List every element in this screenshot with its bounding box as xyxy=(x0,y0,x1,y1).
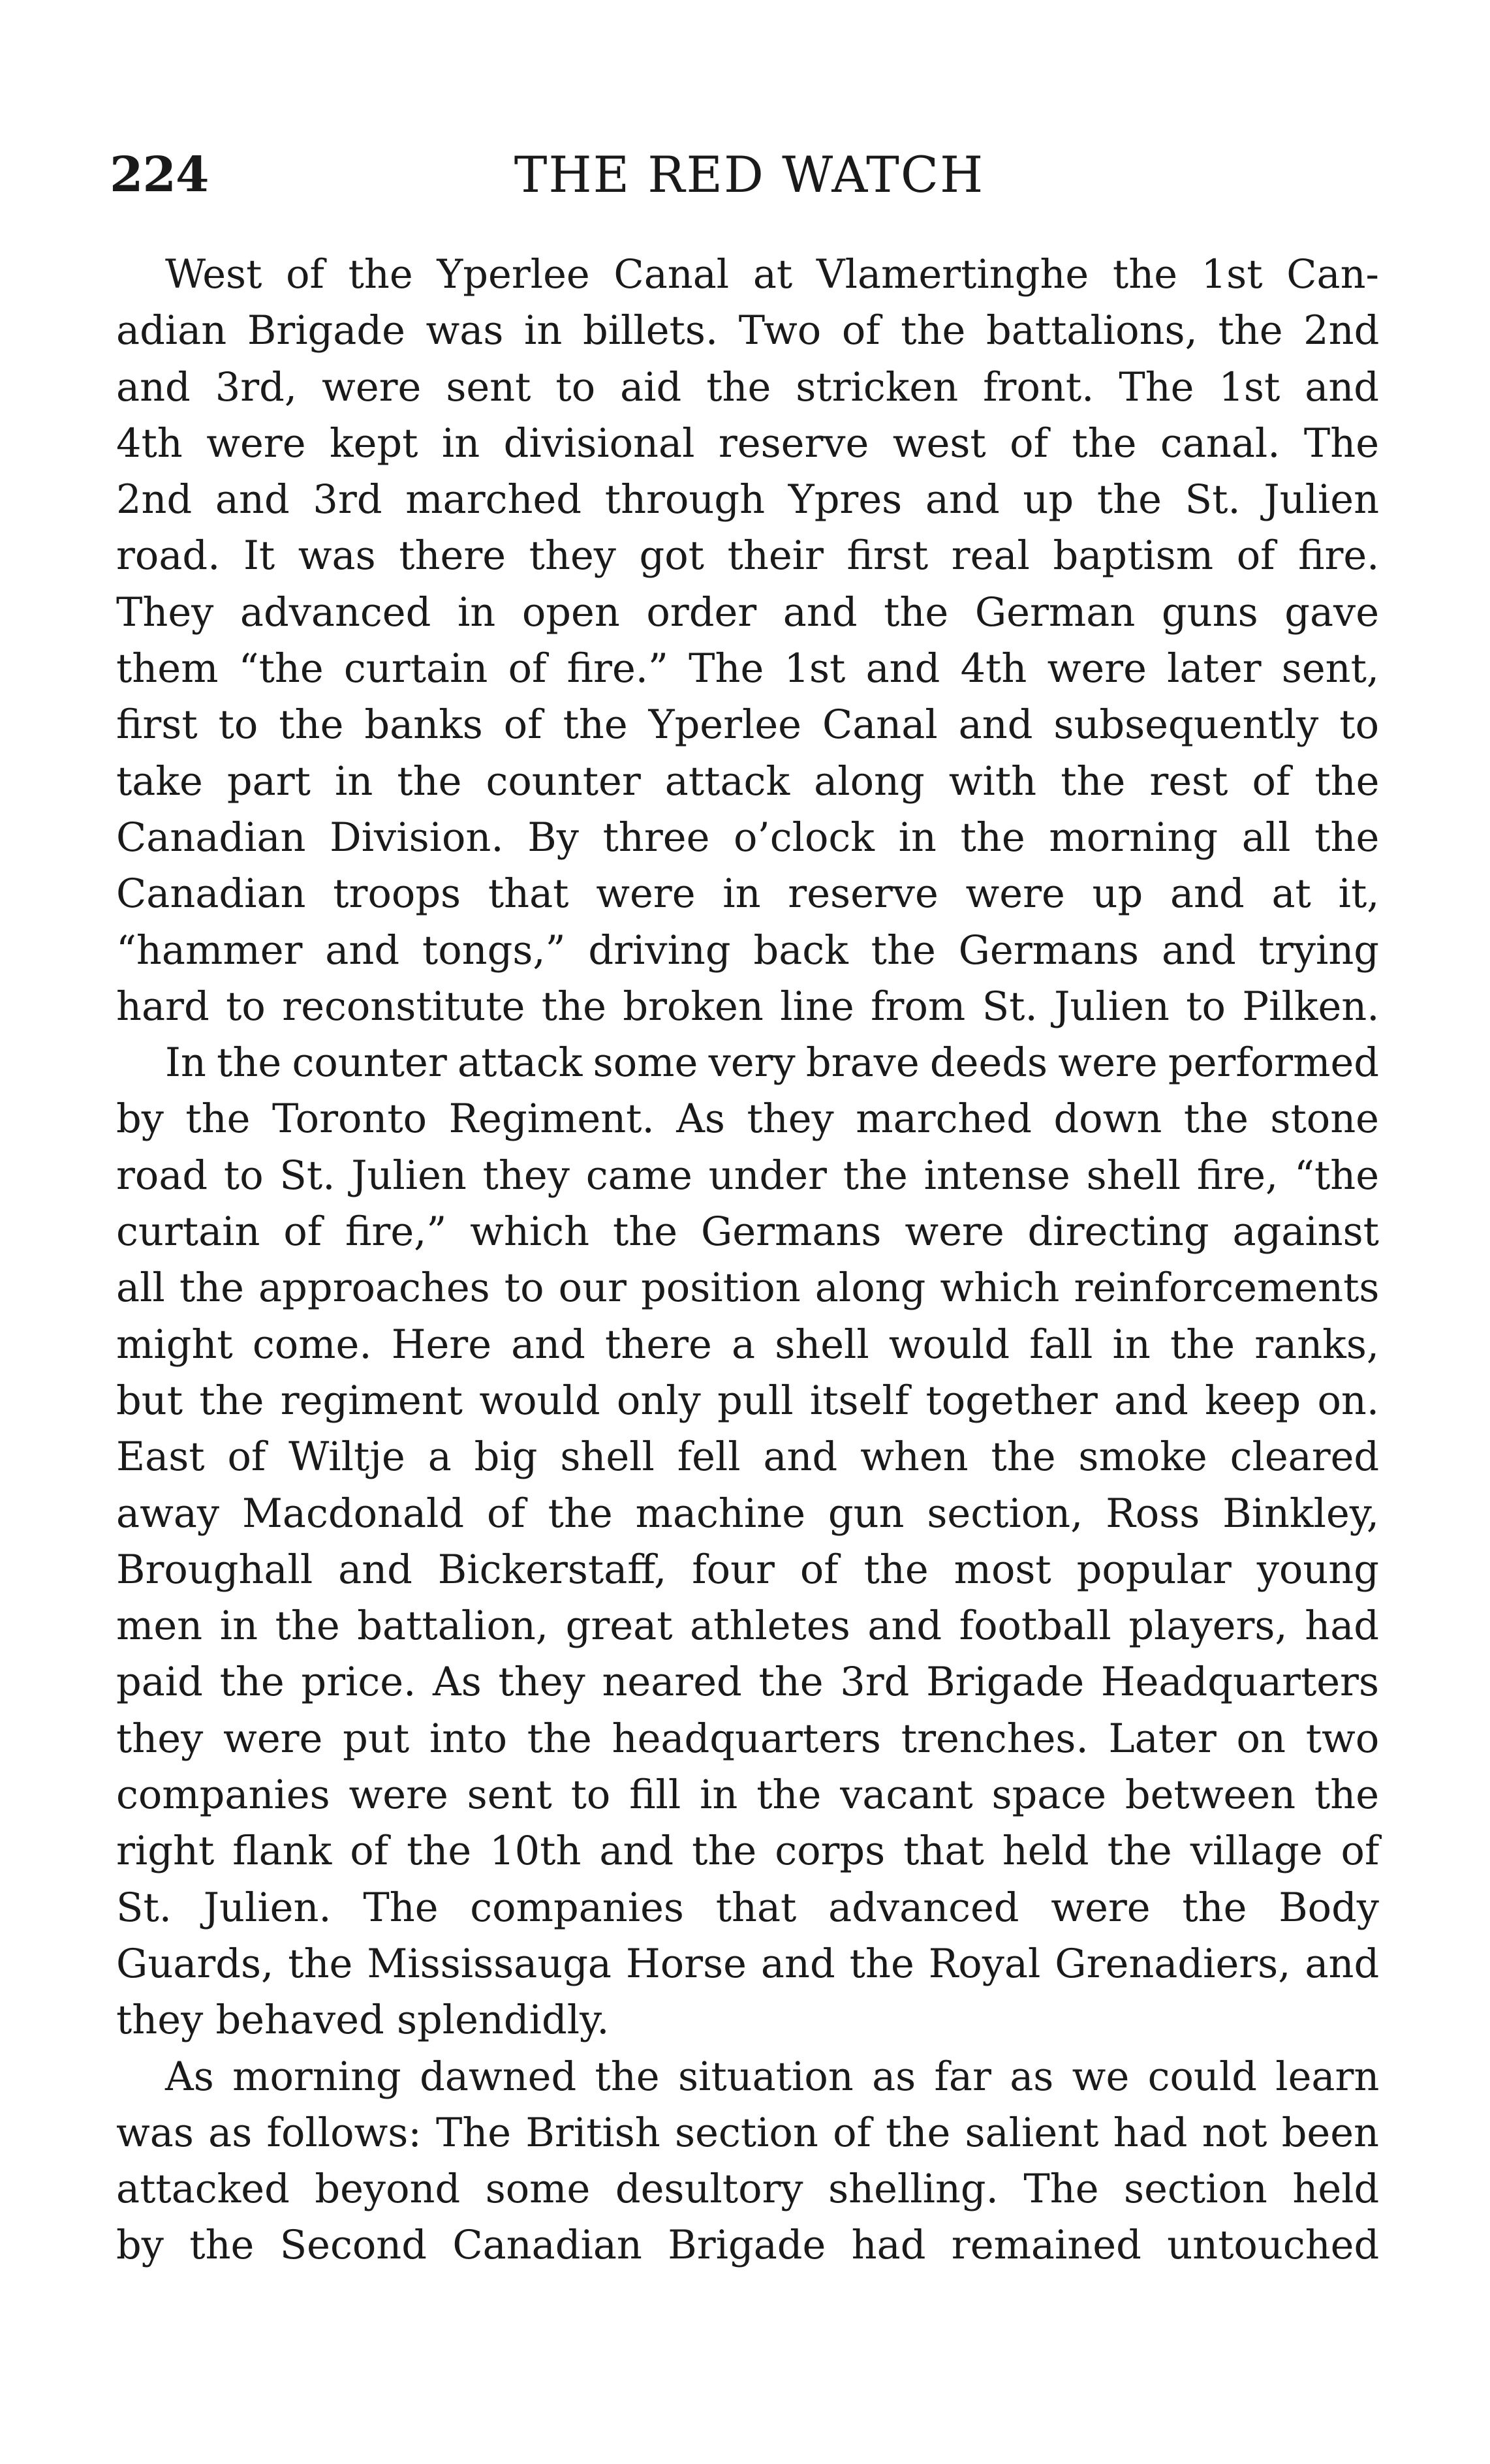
text-line: Guards, the Mississauga Horse and the Royal Grenadiers, and xyxy=(116,1941,1380,1987)
text-line: take part in the counter attack along with the rest of the xyxy=(116,758,1380,805)
text-line: “hammer and tongs,” driving back the Germans and trying xyxy=(116,927,1380,974)
text-line: but the regiment would only pull itself together and keep on. xyxy=(116,1378,1380,1424)
running-title: THE RED WATCH xyxy=(514,146,985,204)
text-line: Canadian troops that were in reserve were up and at it, xyxy=(116,871,1380,917)
text-line: As morning dawned the situation as far as we could learn xyxy=(165,2054,1380,2100)
text-line: away Macdonald of the machine gun section, Ross Binkley, xyxy=(116,1490,1380,1537)
text-line: first to the banks of the Yperlee Canal and subsequently to xyxy=(116,702,1379,748)
text-line: Canadian Division. By three o’clock in the morning all the xyxy=(116,814,1380,861)
text-line: West of the Yperlee Canal at Vlamertinghe the 1st Can- xyxy=(165,252,1379,298)
text-line: they were put into the headquarters trenches. Later on two xyxy=(116,1716,1380,1762)
text-line: hard to reconstitute the broken line from St. Julien to Pilken. xyxy=(116,983,1380,1030)
text-line: St. Julien. The companies that advanced were the Body xyxy=(116,1885,1379,1931)
text-line: men in the battalion, great athletes and football players, had xyxy=(116,1603,1379,1650)
text-line: companies were sent to fill in the vacant space between the xyxy=(116,1772,1379,1819)
text-line: them “the curtain of fire.” The 1st and 4th were later sent, xyxy=(116,646,1380,692)
text-line: right flank of the 10th and the corps that held the village of xyxy=(116,1828,1380,1875)
text-line: road. It was there they got their first real baptism of fire. xyxy=(116,533,1380,579)
body-text xyxy=(116,247,1379,2274)
paragraph-1 xyxy=(116,247,1379,1035)
text-line: by the Second Canadian Brigade had remained untouched xyxy=(116,2223,1380,2269)
text-line: road to St. Julien they came under the intense shell fire, “the xyxy=(116,1152,1380,1199)
paragraph-3 xyxy=(116,2049,1379,2274)
page-number: 224 xyxy=(110,147,209,203)
text-line: was as follows: The British section of the salient had not been xyxy=(116,2110,1379,2156)
page-header xyxy=(110,142,1389,208)
text-line: East of Wiltje a big shell fell and when the smoke cleared xyxy=(116,1434,1380,1481)
text-line: They advanced in open order and the German guns gave xyxy=(116,589,1379,636)
text-line: adian Brigade was in billets. Two of the battalions, the 2nd xyxy=(116,308,1380,354)
text-line: attacked beyond some desultory shelling. The section held xyxy=(116,2166,1380,2213)
text-line: 4th were kept in divisional reserve west of the canal. The xyxy=(116,420,1380,467)
text-line: In the counter attack some very brave deeds were performed xyxy=(165,1040,1379,1086)
text-line: might come. Here and there a shell would fall in the ranks, xyxy=(116,1321,1380,1368)
text-line: by the Toronto Regiment. As they marched down the stone xyxy=(116,1096,1379,1143)
text-line: they behaved splendidly. xyxy=(116,1997,610,2044)
text-line: curtain of fire,” which the Germans were directing against xyxy=(116,1209,1379,1255)
text-line: Broughall and Bickerstaff, four of the most popular young xyxy=(116,1547,1379,1593)
paragraph-2 xyxy=(116,1035,1379,2048)
text-line: all the approaches to our position along which reinforcements xyxy=(116,1265,1380,1312)
text-line: 2nd and 3rd marched through Ypres and up the St. Julien xyxy=(116,477,1380,523)
text-line: and 3rd, were sent to aid the stricken front. The 1st and xyxy=(116,364,1380,410)
text-line: paid the price. As they neared the 3rd Brigade Headquarters xyxy=(116,1659,1379,1706)
